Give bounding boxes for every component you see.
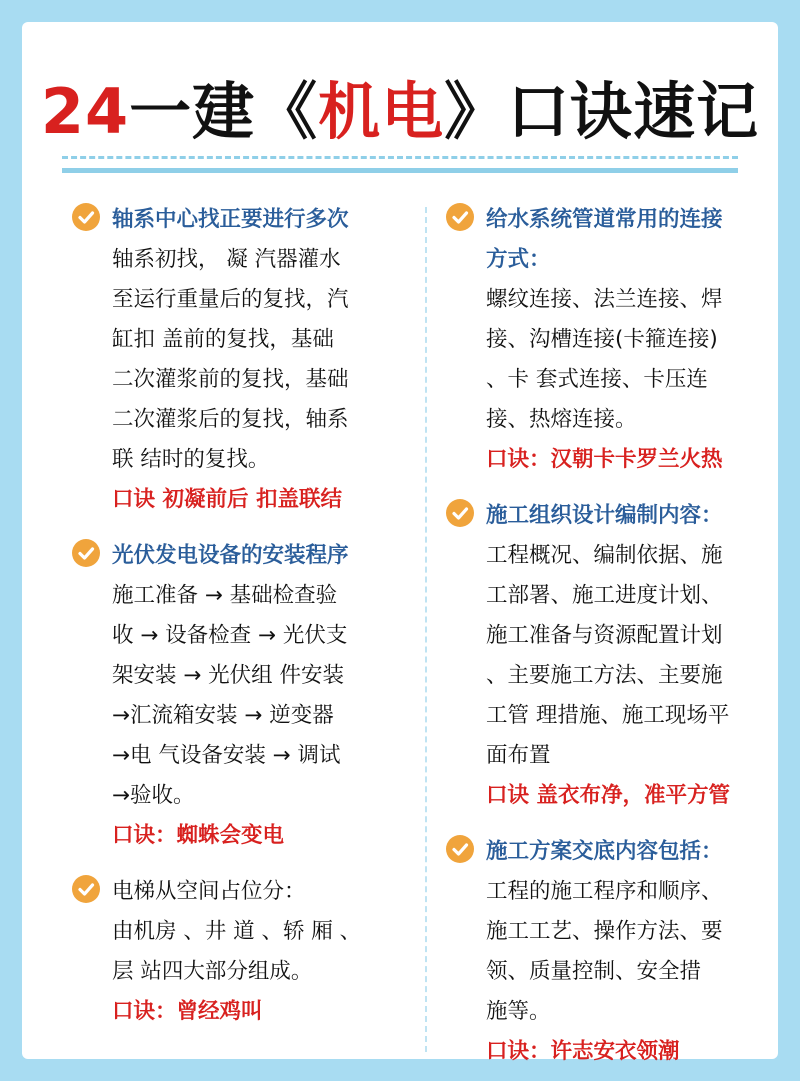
page-title xyxy=(22,62,778,162)
section-body-line: 缸扣 盖前的复找，基础 xyxy=(112,327,334,352)
title-subject: 机电 xyxy=(318,75,445,148)
title-part-1: 一建《 xyxy=(129,75,319,148)
check-icon xyxy=(72,539,100,567)
mnemonic-tip: 口诀：曾经鸡叫 xyxy=(112,999,263,1024)
section-body-line: 接、沟槽连接(卡箍连接) xyxy=(486,327,718,352)
check-icon xyxy=(446,499,474,527)
section-body-line: 二次灌浆前的复找，基础 xyxy=(112,367,349,392)
note-card xyxy=(22,22,778,1064)
section-body-line: 联 结时的复找。 xyxy=(112,447,270,472)
section-heading: 给水系统管道常用的连接 xyxy=(486,207,723,232)
section-pv-installation xyxy=(72,536,402,856)
section-heading: 方式： xyxy=(486,247,551,272)
section-heading: 光伏发电设备的安装程序 xyxy=(112,543,349,568)
section-body-line: 施工准备与资源配置计划 xyxy=(486,623,723,648)
section-body-line: →验收。 xyxy=(112,783,195,808)
section-heading: 轴系中心找正要进行多次 xyxy=(112,207,349,232)
section-body-line: 工程的施工程序和顺序、 xyxy=(486,879,723,904)
section-body-line: 层 站四大部分组成。 xyxy=(112,959,313,984)
section-body-line: 面布置 xyxy=(486,743,551,768)
column-divider xyxy=(425,207,427,1052)
section-body-line: 由机房 、井 道 、轿 厢 、 xyxy=(112,919,362,944)
section-elevator xyxy=(72,872,402,1032)
left-column xyxy=(72,200,402,1032)
title-dashed-rule xyxy=(62,156,738,159)
title-solid-rule xyxy=(62,168,738,173)
title-year: 24 xyxy=(40,75,130,148)
section-construction-org-design xyxy=(446,496,786,816)
section-body-line: →汇流箱安装 → 逆变器 xyxy=(112,703,334,728)
check-icon xyxy=(446,203,474,231)
section-construction-briefing xyxy=(446,832,786,1072)
section-heading: 施工方案交底内容包括： xyxy=(486,839,723,864)
section-heading: 施工组织设计编制内容： xyxy=(486,503,723,528)
section-body-line: 收 → 设备检查 → 光伏支 xyxy=(112,623,348,648)
right-column xyxy=(446,200,786,1072)
check-icon xyxy=(446,835,474,863)
section-pipe-connection xyxy=(446,200,786,480)
section-body-line: 领、质量控制、安全措 xyxy=(486,959,702,984)
section-body-line: 二次灌浆后的复找，轴系 xyxy=(112,407,349,432)
section-body-line: 至运行重量后的复找，汽 xyxy=(112,287,349,312)
mnemonic-tip: 口诀 初凝前后 扣盖联结 xyxy=(112,487,342,512)
section-body-line: 、卡 套式连接、卡压连 xyxy=(486,367,708,392)
section-body-line: 轴系初找， 凝 汽器灌水 xyxy=(112,247,341,272)
check-icon xyxy=(72,203,100,231)
section-body-line: 工程概况、编制依据、施 xyxy=(486,543,723,568)
section-body-line: 施工工艺、操作方法、要 xyxy=(486,919,723,944)
title-part-2: 》口诀速记 xyxy=(444,75,760,148)
section-body-line: 接、热熔连接。 xyxy=(486,407,637,432)
section-body-line: 施等。 xyxy=(486,999,551,1024)
section-heading: 电梯从空间占位分： xyxy=(112,879,306,904)
section-body-line: →电 气设备安装 → 调试 xyxy=(112,743,341,768)
mnemonic-tip: 口诀：蜘蛛会变电 xyxy=(112,823,285,848)
section-body-line: 架安装 → 光伏组 件安装 xyxy=(112,663,345,688)
section-body-line: 施工准备 → 基础检查验 xyxy=(112,583,338,608)
section-body-line: 工管 理措施、施工现场平 xyxy=(486,703,730,728)
section-body-line: 螺纹连接、法兰连接、焊 xyxy=(486,287,723,312)
mnemonic-tip: 口诀 盖衣布净，准平方管 xyxy=(486,783,730,808)
section-body-line: 、主要施工方法、主要施 xyxy=(486,663,723,688)
section-shaft-alignment xyxy=(72,200,402,520)
section-body-line: 工部署、施工进度计划、 xyxy=(486,583,723,608)
check-icon xyxy=(72,875,100,903)
mnemonic-tip: 口诀：汉朝卡卡罗兰火热 xyxy=(486,447,723,472)
mnemonic-tip: 口诀：许志安衣领潮 xyxy=(486,1039,680,1064)
